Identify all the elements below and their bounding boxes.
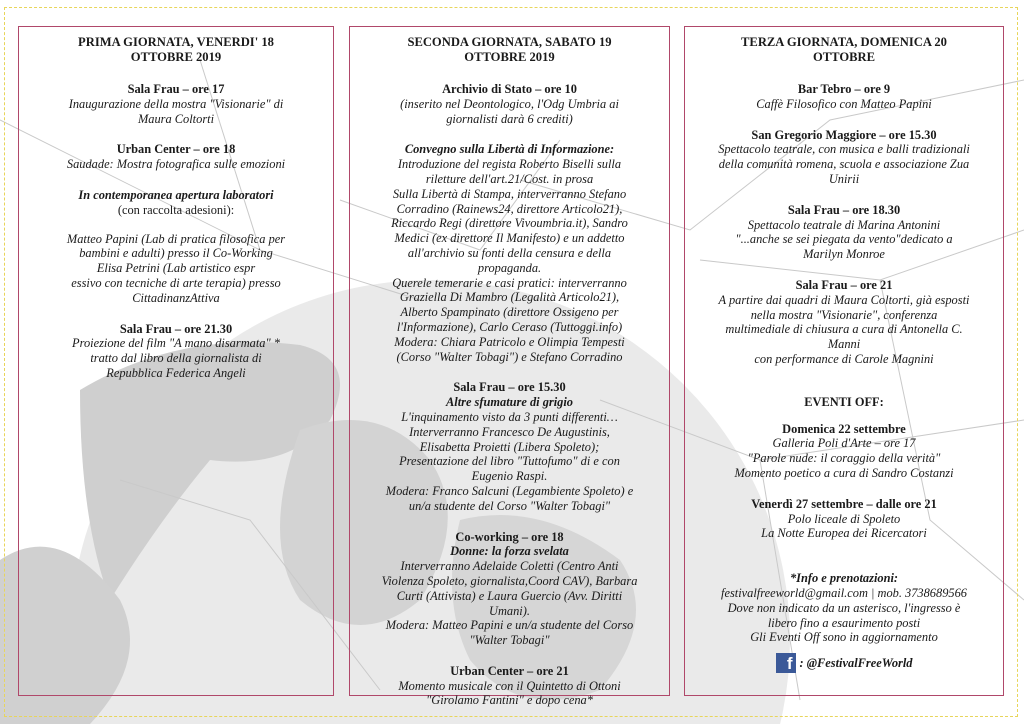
event-text: Elisabetta Proietti (Libera Spoleto); xyxy=(419,439,600,454)
event-heading: Venerdì 27 settembre – dalle ore 21 xyxy=(751,496,937,511)
event-text: (inserito nel Deontologico, l'Odg Umbria ai xyxy=(400,96,619,111)
info-heading: *Info e prenotazioni: xyxy=(789,571,899,586)
day-title-line: TERZA GIORNATA, DOMENICA 20 xyxy=(741,35,947,49)
event-venerdi-27 xyxy=(695,497,993,541)
event-text: La Notte Europea dei Ricercatori xyxy=(761,526,927,541)
event-text: della comunità romena, scuola e associazione Zua xyxy=(718,157,970,172)
column-prima-giornata xyxy=(18,26,334,696)
event-san-gregorio xyxy=(695,128,993,187)
event-text: nella mostra "Visionarie", conferenza xyxy=(750,307,938,322)
event-heading: Bar Tebro – ore 9 xyxy=(797,82,891,96)
event-text: Manni xyxy=(827,337,861,352)
info-section xyxy=(695,571,993,673)
day-title xyxy=(29,35,323,65)
event-subheading: (con raccolta adesioni): xyxy=(117,202,235,217)
event-text: essivo con tecniche di arte terapia) presso xyxy=(71,275,281,290)
event-heading: Co-working – ore 18 xyxy=(455,529,564,544)
event-text: Polo liceale di Spoleto xyxy=(787,511,901,526)
event-text: Galleria Poli d'Arte – ore 17 xyxy=(772,436,916,451)
day-title-line: OTTOBRE xyxy=(812,50,876,64)
event-text: "...anche se sei piegata da vento"dedicato a xyxy=(735,232,953,247)
event-text: Unirii xyxy=(828,171,860,186)
event-text: Modera: Chiara Patricolo e Olimpia Tempesti xyxy=(394,334,625,349)
event-coworking-18 xyxy=(360,530,659,648)
event-text: Modera: Matteo Papini e un/a studente del Corso xyxy=(385,618,634,633)
event-text: Saudade: Mostra fotografica sulle emozioni xyxy=(66,157,286,172)
event-heading: Domenica 22 settembre xyxy=(782,421,906,436)
event-heading: In contemporanea apertura laboratori xyxy=(78,187,274,202)
info-text: libero fino a esaurimento posti xyxy=(767,615,921,630)
event-text: con performance di Carole Magnini xyxy=(754,351,934,366)
event-text: Elisa Petrini (Lab artistico espr xyxy=(96,261,256,276)
event-text: Caffè Filosofico con Matteo Papini xyxy=(756,96,932,111)
event-text: Proiezione del film "A mano disarmata" * xyxy=(72,336,280,351)
event-text: giornalisti darà 6 crediti) xyxy=(446,111,573,126)
event-text: "Girolamo Fantini" e dopo cena* xyxy=(426,693,593,708)
event-text: Momento poetico a cura di Sandro Costanzi xyxy=(734,465,954,480)
event-text: CittadinanzAttiva xyxy=(132,290,220,305)
event-text: Maura Coltorti xyxy=(137,111,215,126)
info-text: Dove non indicato da un asterisco, l'ingresso è xyxy=(727,600,961,615)
event-text: Inaugurazione della mostra "Visionarie" di xyxy=(68,96,284,111)
event-heading: Sala Frau – ore 15.30 xyxy=(453,380,566,395)
event-heading: Sala Frau – ore 17 xyxy=(127,82,225,96)
day-title-line: PRIMA GIORNATA, VENERDI' 18 xyxy=(78,35,274,49)
event-text: Interverranno Francesco De Augustinis, xyxy=(409,424,610,439)
event-text: l'Informazione), Carlo Ceraso (Tuttoggi.info) xyxy=(396,319,623,334)
day-title xyxy=(360,35,659,65)
event-text: Umani). xyxy=(489,603,530,618)
event-text: Riccardo Regi (direttore Vivoumbria.it), Sandro xyxy=(391,216,628,231)
event-text: propaganda. xyxy=(477,260,542,275)
event-text: Modera: Franco Salcuni (Legambiente Spoleto) e xyxy=(385,483,634,498)
contact-line[interactable]: festivalfreeworld@gmail.com | mob. 3738689566 xyxy=(721,585,967,600)
event-text: Presentazione del libro "Tuttofumo" di e con xyxy=(399,454,620,469)
day-title-line: SECONDA GIORNATA, SABATO 19 xyxy=(407,35,612,49)
event-subheading: Donne: la forza svelata xyxy=(450,544,569,559)
event-sala-frau-1530 xyxy=(360,380,659,513)
event-subheading: Altre sfumature di grigio xyxy=(445,395,574,410)
event-sala-frau-21 xyxy=(695,278,993,367)
event-heading: Urban Center – ore 21 xyxy=(450,663,569,678)
event-text: all'archivio su fonti della censura e della xyxy=(407,245,612,260)
event-text: L'inquinamento visto da 3 punti differenti… xyxy=(401,409,618,424)
event-heading: Urban Center – ore 18 xyxy=(116,142,236,157)
event-heading: Convegno sulla Libertà di Informazione: xyxy=(404,142,615,157)
eventi-off-title: EVENTI OFF: xyxy=(804,394,884,409)
event-text: un/a studente del Corso "Walter Tobagi" xyxy=(408,498,611,513)
event-urban-center-21 xyxy=(360,664,659,708)
event-text: Violenza Spoleto, giornalista,Coord CAV), Barbara xyxy=(381,573,638,588)
event-text: Alberto Spampinato (direttore Ossigeno per xyxy=(400,305,619,320)
event-text: bambini e adulti) presso il Co-Working xyxy=(79,246,273,261)
event-text: multimediale di chiusura a cura di Antonella C. xyxy=(725,322,963,337)
event-domenica-22 xyxy=(695,422,993,481)
event-text: "Walter Tobagi" xyxy=(469,633,550,648)
event-heading: Sala Frau – ore 18.30 xyxy=(787,202,901,217)
event-text: Momento musicale con il Quintetto di Ottoni xyxy=(398,678,621,693)
column-seconda-giornata xyxy=(349,26,670,708)
event-sala-frau-17 xyxy=(29,82,323,126)
event-heading: Sala Frau – ore 21 xyxy=(795,277,893,292)
day-title-line: OTTOBRE 2019 xyxy=(464,50,555,64)
facebook-link[interactable] xyxy=(695,653,993,673)
facebook-handle: : @FestivalFreeWorld xyxy=(799,655,913,670)
event-text: tratto dal libro della giornalista di xyxy=(90,351,262,366)
eventi-off-section xyxy=(695,395,993,410)
event-archivio-di-stato xyxy=(360,82,659,126)
column-terza-giornata xyxy=(684,26,1004,696)
event-heading: Sala Frau – ore 21.30 xyxy=(119,321,233,336)
event-text: Corradino (Rainews24, direttore Articolo21), xyxy=(396,201,623,216)
event-text: Sulla Libertà di Stampa, interverranno Stefano xyxy=(392,186,627,201)
event-convegno xyxy=(360,142,659,364)
event-text: Repubblica Federica Angeli xyxy=(106,365,246,380)
day-title-line: OTTOBRE 2019 xyxy=(130,50,222,64)
event-text: "Parole nude: il coraggio della verità" xyxy=(747,451,941,466)
event-text: A partire dai quadri di Maura Coltorti, già esposti xyxy=(718,292,970,307)
spacer xyxy=(29,218,323,232)
event-text: Matteo Papini (Lab di pratica filosofica per xyxy=(66,231,286,246)
event-text: Introduzione del regista Roberto Biselli sulla xyxy=(397,157,622,172)
info-text: Gli Eventi Off sono in aggiornamento xyxy=(750,630,938,645)
event-text: Querele temerarie e casi pratici: interverranno xyxy=(392,275,627,290)
event-text: Graziella Di Mambro (Legalità Articolo21), xyxy=(399,290,620,305)
event-text: Curti (Attivista) e Laura Guercio (Avv. Diritti xyxy=(396,588,623,603)
event-text: Medici (ex direttore Il Manifesto) e un addetto xyxy=(394,231,625,246)
event-sala-frau-2130 xyxy=(29,322,323,381)
event-text: riletture dell'art.21/Cost. in prosa xyxy=(425,171,594,186)
day-title xyxy=(695,35,993,65)
event-text: Spettacolo teatrale di Marina Antonini xyxy=(747,217,941,232)
event-heading: San Gregorio Maggiore – ore 15.30 xyxy=(751,127,937,142)
event-text: Marilyn Monroe xyxy=(803,247,885,262)
event-sala-frau-1830 xyxy=(695,203,993,262)
event-text: Spettacolo teatrale, con musica e balli tradizionali xyxy=(718,142,970,157)
facebook-icon: f xyxy=(776,653,796,673)
event-heading: Archivio di Stato – ore 10 xyxy=(442,82,577,96)
event-bar-tebro xyxy=(695,82,993,112)
event-laboratori xyxy=(29,188,323,306)
event-text: Interverranno Adelaide Coletti (Centro Anti xyxy=(400,559,619,574)
event-text: Eugenio Raspi. xyxy=(471,469,548,484)
event-urban-center-18 xyxy=(29,142,323,172)
event-text: (Corso "Walter Tobagi") e Stefano Corradino xyxy=(396,349,623,364)
